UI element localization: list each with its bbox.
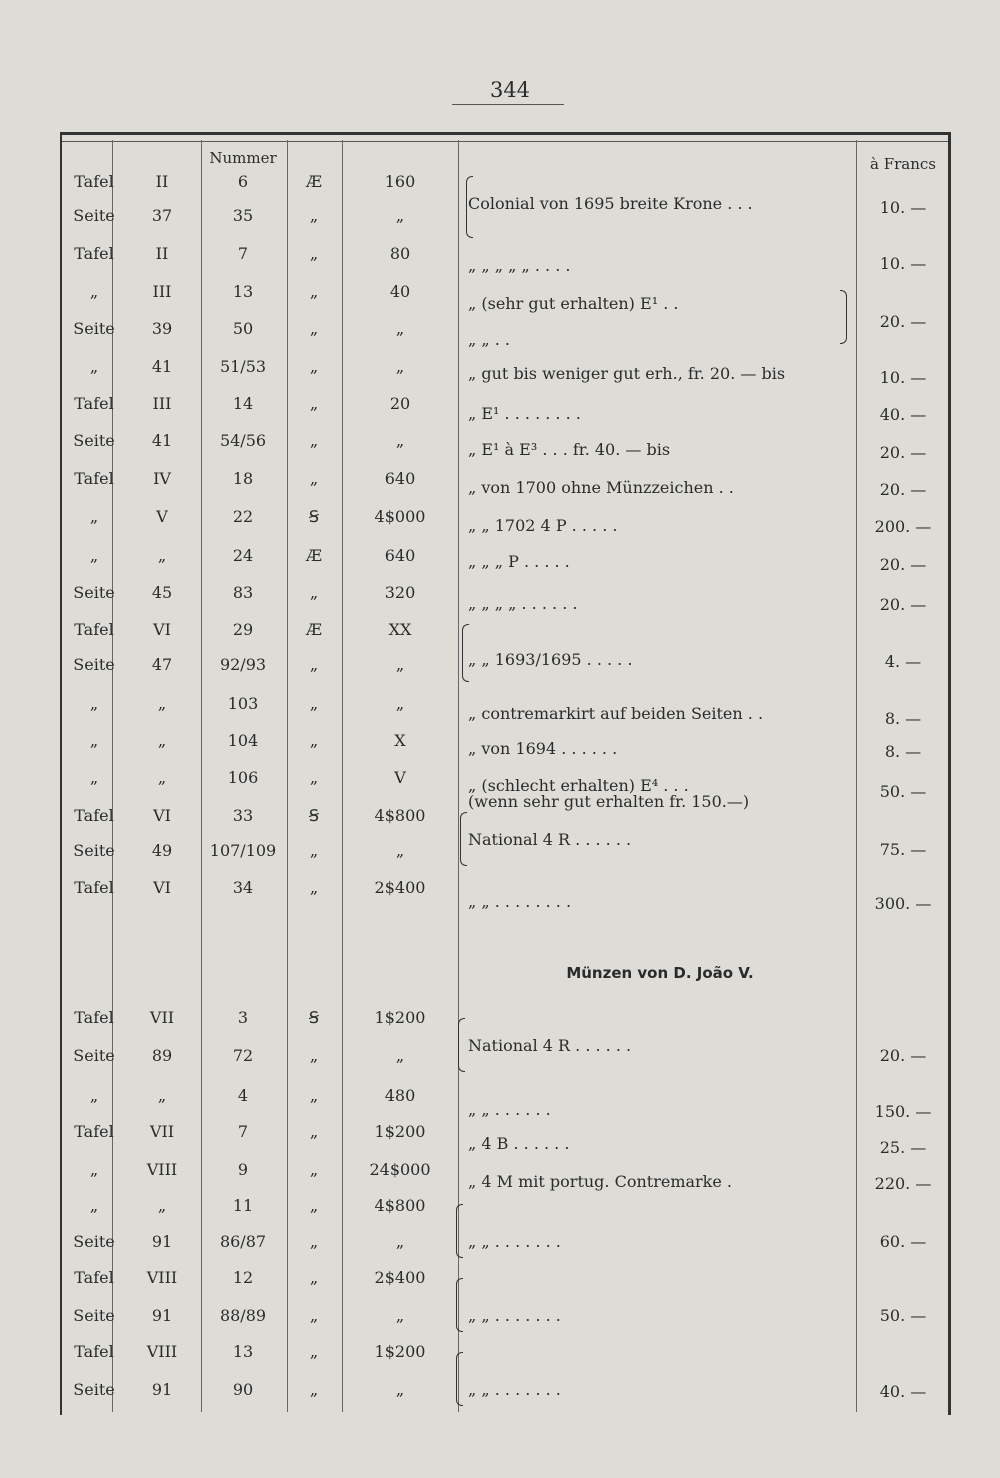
item-number-cell: 18: [232, 469, 254, 488]
plate-type-cell: Seite: [73, 319, 115, 338]
denomination-cell: „: [395, 1232, 405, 1251]
plate-type-cell: „: [89, 546, 99, 565]
denomination-cell: „: [395, 1046, 405, 1065]
brace: [462, 624, 469, 682]
denomination-cell: 320: [384, 583, 416, 602]
item-number-cell: 92/93: [219, 655, 267, 674]
price-cell: 40. —: [879, 405, 927, 424]
brace: [840, 290, 847, 344]
denomination-cell: 480: [384, 1086, 416, 1105]
item-number-cell: 13: [232, 282, 254, 301]
plate-type-cell: „: [89, 282, 99, 301]
price-cell: 60. —: [879, 1232, 927, 1251]
plate-number-cell: „: [157, 731, 167, 750]
metal-cell: „: [309, 1232, 319, 1251]
item-number-cell: 22: [232, 507, 254, 526]
price-cell: 25. —: [879, 1138, 927, 1157]
plate-number-cell: 91: [151, 1306, 173, 1325]
denomination-cell: „: [395, 319, 405, 338]
description-cell: „ „ 1702 4 P . . . . .: [468, 516, 618, 535]
metal-cell: „: [309, 841, 319, 860]
plate-number-cell: 47: [151, 655, 173, 674]
denomination-cell: 20: [389, 394, 411, 413]
price-cell: 200. —: [874, 517, 932, 536]
denomination-cell: 160: [384, 172, 416, 191]
page-number: 344: [489, 78, 531, 102]
denomination-cell: 40: [389, 282, 411, 301]
metal-cell: Ꞩ: [308, 1008, 320, 1027]
plate-type-cell: Tafel: [74, 394, 114, 413]
item-number-cell: 34: [232, 878, 254, 897]
denomination-cell: V: [394, 768, 406, 787]
item-number-cell: 4: [237, 1086, 249, 1105]
plate-type-cell: Tafel: [74, 244, 114, 263]
plate-type-cell: Tafel: [74, 172, 114, 191]
column-divider: [287, 140, 288, 1412]
metal-cell: Æ: [305, 620, 322, 639]
metal-cell: „: [309, 282, 319, 301]
plate-number-cell: VIII: [146, 1342, 178, 1361]
item-number-cell: 12: [232, 1268, 254, 1287]
metal-cell: Æ: [305, 546, 322, 565]
price-cell: 8. —: [884, 742, 922, 761]
metal-cell: „: [309, 655, 319, 674]
plate-number-cell: III: [152, 394, 172, 413]
section-title: Münzen von D. João V.: [566, 964, 754, 982]
plate-number-cell: VII: [149, 1008, 175, 1027]
description-cell: Colonial von 1695 breite Krone . . .: [468, 194, 753, 213]
price-cell: 150. —: [874, 1102, 932, 1121]
plate-type-cell: Tafel: [74, 469, 114, 488]
plate-number-cell: „: [157, 546, 167, 565]
metal-cell: „: [309, 394, 319, 413]
description-cell: „ „ . . . . . .: [468, 1100, 551, 1119]
description-cell: „ (schlecht erhalten) E⁴ . . .: [468, 776, 689, 795]
description-cell: „ „ . . . . . . .: [468, 1306, 561, 1325]
denomination-cell: 2$400: [374, 878, 426, 897]
plate-number-cell: II: [155, 244, 169, 263]
brace: [458, 1018, 465, 1072]
item-number-cell: 7: [237, 244, 249, 263]
plate-number-cell: VIII: [146, 1268, 178, 1287]
denomination-cell: „: [395, 841, 405, 860]
plate-number-cell: VIII: [146, 1160, 178, 1179]
plate-type-cell: Seite: [73, 1232, 115, 1251]
metal-cell: „: [309, 1196, 319, 1215]
plate-type-cell: Tafel: [74, 806, 114, 825]
item-number-cell: 90: [232, 1380, 254, 1399]
item-number-cell: 50: [232, 319, 254, 338]
plate-number-cell: 45: [151, 583, 173, 602]
price-cell: 20. —: [879, 595, 927, 614]
item-number-cell: 3: [237, 1008, 249, 1027]
metal-cell: „: [309, 1306, 319, 1325]
plate-number-cell: „: [157, 1196, 167, 1215]
description-cell: „ (sehr gut erhalten) E¹ . .: [468, 294, 679, 313]
description-cell: National 4 R . . . . . .: [468, 1036, 632, 1055]
plate-type-cell: Seite: [73, 583, 115, 602]
plate-number-cell: III: [152, 282, 172, 301]
plate-type-cell: Tafel: [74, 620, 114, 639]
description-cell: „ von 1694 . . . . . .: [468, 739, 618, 758]
column-header-francs: à Francs: [870, 155, 936, 173]
plate-number-cell: „: [157, 694, 167, 713]
price-cell: 220. —: [874, 1174, 932, 1193]
metal-cell: „: [309, 1268, 319, 1287]
item-number-cell: 72: [232, 1046, 254, 1065]
plate-type-cell: Tafel: [74, 1342, 114, 1361]
description-cell: „ von 1700 ohne Münzzeichen . .: [468, 478, 734, 497]
plate-type-cell: „: [89, 1160, 99, 1179]
plate-number-cell: V: [156, 507, 168, 526]
brace: [460, 812, 467, 866]
price-cell: 10. —: [879, 254, 927, 273]
denomination-cell: XX: [388, 620, 412, 639]
denomination-cell: 24$000: [369, 1160, 431, 1179]
plate-type-cell: Tafel: [74, 1268, 114, 1287]
plate-type-cell: Seite: [73, 1046, 115, 1065]
plate-type-cell: „: [89, 768, 99, 787]
plate-type-cell: Seite: [73, 431, 115, 450]
brace: [466, 176, 473, 238]
plate-number-cell: „: [157, 1086, 167, 1105]
metal-cell: „: [309, 357, 319, 376]
plate-number-cell: IV: [153, 469, 171, 488]
plate-number-cell: 49: [151, 841, 173, 860]
page-number-rule: [452, 104, 564, 105]
metal-cell: „: [309, 694, 319, 713]
plate-type-cell: „: [89, 357, 99, 376]
metal-cell: „: [309, 431, 319, 450]
description-cell: (wenn sehr gut erhalten fr. 150.—): [468, 792, 750, 811]
item-number-cell: 11: [232, 1196, 254, 1215]
item-number-cell: 83: [232, 583, 254, 602]
plate-number-cell: VII: [149, 1122, 175, 1141]
denomination-cell: „: [395, 357, 405, 376]
denomination-cell: „: [395, 431, 405, 450]
plate-number-cell: 39: [151, 319, 173, 338]
description-cell: „ „ 1693/1695 . . . . .: [468, 650, 633, 669]
price-cell: 8. —: [884, 709, 922, 728]
plate-number-cell: 91: [151, 1380, 173, 1399]
metal-cell: „: [309, 244, 319, 263]
price-cell: 10. —: [879, 198, 927, 217]
denomination-cell: 4$000: [374, 507, 426, 526]
description-cell: National 4 R . . . . . .: [468, 830, 632, 849]
metal-cell: „: [309, 1380, 319, 1399]
description-cell: „ „ . . . . . . .: [468, 1380, 561, 1399]
metal-cell: „: [309, 583, 319, 602]
price-cell: 50. —: [879, 1306, 927, 1325]
plate-number-cell: VI: [153, 806, 171, 825]
item-number-cell: 35: [232, 206, 254, 225]
description-cell: „ contremarkirt auf beiden Seiten . .: [468, 704, 764, 723]
denomination-cell: „: [395, 1306, 405, 1325]
plate-number-cell: VI: [153, 878, 171, 897]
plate-type-cell: „: [89, 694, 99, 713]
item-number-cell: 9: [237, 1160, 249, 1179]
description-cell: „ gut bis weniger gut erh., fr. 20. — bis: [468, 364, 786, 383]
price-cell: 20. —: [879, 480, 927, 499]
denomination-cell: 80: [389, 244, 411, 263]
item-number-cell: 29: [232, 620, 254, 639]
description-cell: „ „ „ P . . . . .: [468, 552, 570, 571]
metal-cell: „: [309, 1122, 319, 1141]
item-number-cell: 6: [237, 172, 249, 191]
metal-cell: „: [309, 1342, 319, 1361]
denomination-cell: „: [395, 694, 405, 713]
plate-type-cell: Seite: [73, 206, 115, 225]
item-number-cell: 7: [237, 1122, 249, 1141]
item-number-cell: 24: [232, 546, 254, 565]
price-cell: 75. —: [879, 840, 927, 859]
metal-cell: Æ: [305, 172, 322, 191]
plate-type-cell: Seite: [73, 841, 115, 860]
item-number-cell: 14: [232, 394, 254, 413]
metal-cell: „: [309, 1160, 319, 1179]
description-cell: „ „ . . . . . . .: [468, 1232, 561, 1251]
price-cell: 20. —: [879, 312, 927, 331]
plate-type-cell: Tafel: [74, 878, 114, 897]
metal-cell: „: [309, 768, 319, 787]
metal-cell: „: [309, 1046, 319, 1065]
metal-cell: „: [309, 319, 319, 338]
item-number-cell: 106: [227, 768, 259, 787]
item-number-cell: 103: [227, 694, 259, 713]
metal-cell: „: [309, 1086, 319, 1105]
denomination-cell: „: [395, 655, 405, 674]
plate-number-cell: 91: [151, 1232, 173, 1251]
denomination-cell: „: [395, 206, 405, 225]
table-top-rule: [62, 141, 948, 142]
item-number-cell: 86/87: [219, 1232, 267, 1251]
column-header-nummer: Nummer: [209, 149, 277, 167]
denomination-cell: 640: [384, 546, 416, 565]
plate-type-cell: „: [89, 1196, 99, 1215]
plate-type-cell: Tafel: [74, 1008, 114, 1027]
item-number-cell: 13: [232, 1342, 254, 1361]
metal-cell: „: [309, 469, 319, 488]
price-cell: 50. —: [879, 782, 927, 801]
plate-type-cell: „: [89, 731, 99, 750]
metal-cell: „: [309, 731, 319, 750]
plate-type-cell: Tafel: [74, 1122, 114, 1141]
plate-number-cell: 89: [151, 1046, 173, 1065]
price-cell: 40. —: [879, 1382, 927, 1401]
price-cell: 20. —: [879, 1046, 927, 1065]
description-cell: „ „ . . . . . . . .: [468, 892, 572, 911]
description-cell: „ „ . .: [468, 330, 511, 349]
price-cell: 10. —: [879, 368, 927, 387]
denomination-cell: 1$200: [374, 1008, 426, 1027]
plate-number-cell: 41: [151, 431, 173, 450]
denomination-cell: 2$400: [374, 1268, 426, 1287]
item-number-cell: 107/109: [209, 841, 277, 860]
denomination-cell: X: [394, 731, 406, 750]
column-divider: [201, 140, 202, 1412]
item-number-cell: 88/89: [219, 1306, 267, 1325]
description-cell: „ „ „ „ „ . . . .: [468, 256, 571, 275]
plate-type-cell: „: [89, 507, 99, 526]
item-number-cell: 51/53: [219, 357, 267, 376]
item-number-cell: 54/56: [219, 431, 267, 450]
denomination-cell: „: [395, 1380, 405, 1399]
plate-number-cell: II: [155, 172, 169, 191]
metal-cell: Ꞩ: [308, 507, 320, 526]
description-cell: „ 4 B . . . . . .: [468, 1134, 570, 1153]
brace: [456, 1352, 463, 1406]
plate-number-cell: VI: [153, 620, 171, 639]
price-cell: 20. —: [879, 443, 927, 462]
price-cell: 20. —: [879, 555, 927, 574]
item-number-cell: 104: [227, 731, 259, 750]
description-cell: „ E¹ . . . . . . . .: [468, 404, 581, 423]
denomination-cell: 4$800: [374, 1196, 426, 1215]
description-cell: „ „ „ „ . . . . . .: [468, 594, 578, 613]
item-number-cell: 33: [232, 806, 254, 825]
denomination-cell: 1$200: [374, 1342, 426, 1361]
plate-type-cell: Seite: [73, 655, 115, 674]
description-cell: „ 4 M mit portug. Contremarke .: [468, 1172, 733, 1191]
plate-number-cell: 37: [151, 206, 173, 225]
plate-type-cell: Seite: [73, 1306, 115, 1325]
brace: [456, 1204, 463, 1258]
plate-number-cell: „: [157, 768, 167, 787]
plate-type-cell: Seite: [73, 1380, 115, 1399]
plate-number-cell: 41: [151, 357, 173, 376]
metal-cell: „: [309, 206, 319, 225]
plate-type-cell: „: [89, 1086, 99, 1105]
price-cell: 300. —: [874, 894, 932, 913]
metal-cell: Ꞩ: [308, 806, 320, 825]
metal-cell: „: [309, 878, 319, 897]
denomination-cell: 4$800: [374, 806, 426, 825]
brace: [456, 1278, 463, 1332]
description-cell: „ E¹ à E³ . . . fr. 40. — bis: [468, 440, 671, 459]
column-divider: [342, 140, 343, 1412]
price-cell: 4. —: [884, 652, 922, 671]
denomination-cell: 640: [384, 469, 416, 488]
denomination-cell: 1$200: [374, 1122, 426, 1141]
